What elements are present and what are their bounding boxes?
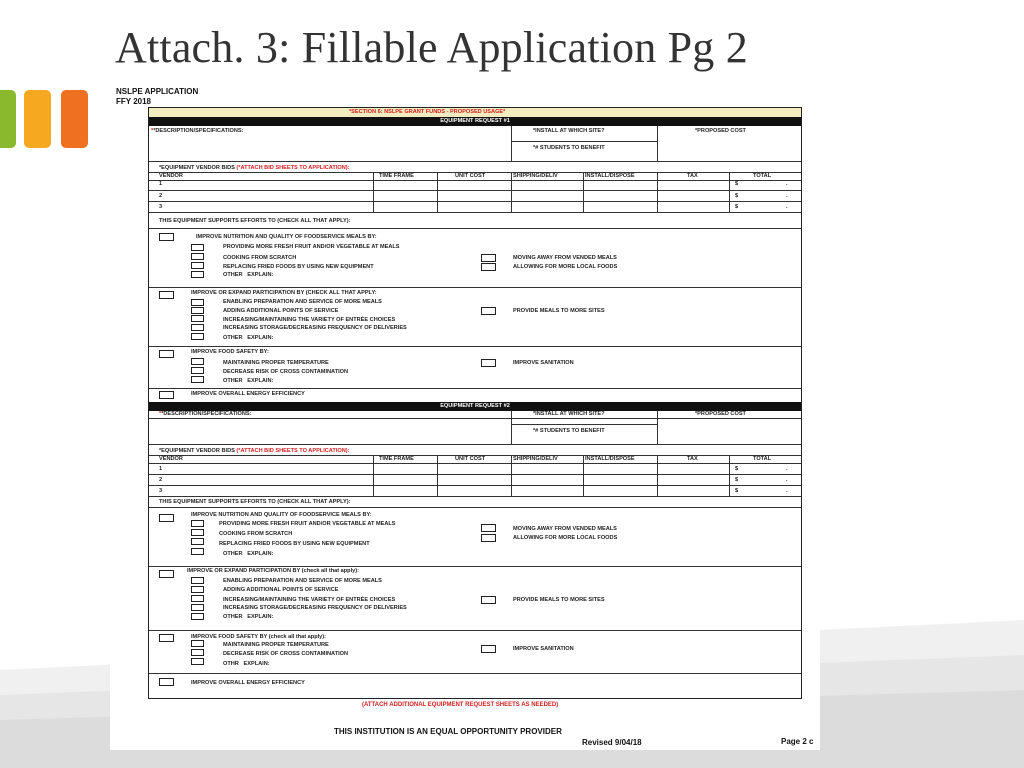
r2-energy-checkbox[interactable] bbox=[159, 678, 174, 686]
page-number: Page 2 c bbox=[781, 737, 814, 746]
r2-p-item1-checkbox[interactable] bbox=[191, 577, 204, 584]
r2-sanitation-label: IMPROVE SANITATION bbox=[513, 646, 574, 652]
attach-note: (ATTACH ADDITIONAL EQUIPMENT REQUEST SHEETS AS NEEDED) bbox=[362, 702, 559, 708]
revised-date: Revised 9/04/18 bbox=[582, 738, 642, 747]
r1-total-1: $ bbox=[735, 181, 739, 187]
r1-n-item3: REPLACING FRIED FOODS BY USING NEW EQUIPMENT bbox=[223, 264, 374, 270]
r1-n-item2-checkbox[interactable] bbox=[191, 253, 204, 260]
r1-total-2: $ bbox=[735, 193, 739, 199]
r2-col-time: TIME FRAME bbox=[379, 456, 414, 462]
r2-n-item1: PROVIDING MORE FRESH FRUIT AND/OR VEGETABLE AT MEALS bbox=[219, 521, 396, 527]
r1-cost-label: *PROPOSED COST bbox=[695, 128, 746, 134]
r2-col-unit: UNIT COST bbox=[455, 456, 486, 462]
r2-n-other: OTHER EXPLAIN: bbox=[223, 551, 274, 557]
r1-vended-label: MOVING AWAY FROM VENDED MEALS bbox=[513, 255, 617, 261]
r1-p-item4-checkbox[interactable] bbox=[191, 324, 204, 331]
r1-students-label: *# STUDENTS TO BENEFIT bbox=[533, 145, 605, 151]
r1-col-install: INSTALL/DISPOSE bbox=[585, 173, 635, 179]
r1-more-sites-label: PROVIDE MEALS TO MORE SITES bbox=[513, 308, 605, 314]
r1-row-1: 1 bbox=[159, 181, 163, 187]
r2-more-sites-label: PROVIDE MEALS TO MORE SITES bbox=[513, 597, 605, 603]
r2-supports-label: THIS EQUIPMENT SUPPORTS EFFORTS TO (CHECK ALL THAT APPLY): bbox=[159, 499, 351, 505]
r2-col-vendor: VENDOR bbox=[159, 456, 183, 462]
r2-total-1: $ bbox=[735, 466, 739, 472]
r2-row-1: 1 bbox=[159, 466, 163, 472]
r1-description-label: **DESCRIPTION/SPECIFICATIONS: bbox=[151, 128, 244, 134]
r2-row-3: 3 bbox=[159, 488, 163, 494]
r2-col-tax: TAX bbox=[687, 456, 698, 462]
r1-sanitation-label: IMPROVE SANITATION bbox=[513, 360, 574, 366]
r1-s-item2: DECREASE RISK OF CROSS CONTAMINATION bbox=[223, 369, 349, 375]
r1-s-item2-checkbox[interactable] bbox=[191, 367, 204, 374]
r1-sanitation-checkbox[interactable] bbox=[481, 359, 496, 367]
r2-n-item2-checkbox[interactable] bbox=[191, 529, 204, 536]
r2-students-label: *# STUDENTS TO BENEFIT bbox=[533, 428, 605, 434]
r1-p-item3-checkbox[interactable] bbox=[191, 315, 204, 322]
r1-row-2: 2 bbox=[159, 193, 163, 199]
r1-col-tax: TAX bbox=[687, 173, 698, 179]
r1-p-item4: INCREASING STORAGE/DECREASING FREQUENCY OF DELIVERIES bbox=[223, 325, 407, 331]
r1-p-item1-checkbox[interactable] bbox=[191, 299, 204, 306]
r1-bids-label: *EQUIPMENT VENDOR BIDS (*ATTACH BID SHEETS TO APPLICATION): bbox=[159, 165, 350, 171]
r1-nutrition-checkbox[interactable] bbox=[159, 233, 174, 241]
r1-more-sites-checkbox[interactable] bbox=[481, 307, 496, 315]
doc-header-title: NSLPE APPLICATION bbox=[116, 87, 199, 96]
r2-local-checkbox[interactable] bbox=[481, 534, 496, 542]
r1-safety-label: IMPROVE FOOD SAFETY BY: bbox=[191, 349, 269, 355]
request-2-banner: EQUIPMENT REQUEST #2 bbox=[149, 402, 801, 411]
r1-n-other-checkbox[interactable] bbox=[191, 271, 204, 278]
r2-total-3: $ bbox=[735, 488, 739, 494]
r2-p-item3-checkbox[interactable] bbox=[191, 595, 204, 602]
r2-description-label: **DESCRIPTION/SPECIFICATIONS: bbox=[159, 411, 252, 417]
r2-p-other-checkbox[interactable] bbox=[191, 613, 204, 620]
equal-opportunity-statement: THIS INSTITUTION IS AN EQUAL OPPORTUNITY PROVIDER bbox=[334, 727, 562, 736]
r1-s-other: OTHER EXPLAIN: bbox=[223, 378, 274, 384]
r2-s-item2: DECREASE RISK OF CROSS CONTAMINATION bbox=[223, 651, 349, 657]
r2-col-install: INSTALL/DISPOSE bbox=[585, 456, 635, 462]
accent-bar-yellow bbox=[24, 90, 51, 148]
r1-p-item2-checkbox[interactable] bbox=[191, 307, 204, 314]
r2-col-total: TOTAL bbox=[753, 456, 772, 462]
r2-vended-checkbox[interactable] bbox=[481, 524, 496, 532]
r1-p-other: OTHER EXPLAIN: bbox=[223, 335, 274, 341]
application-form: *SECTION 6: NSLPE GRANT FUNDS - PROPOSED USAGE* EQUIPMENT REQUEST #1 **DESCRIPTION/SPECIFICATIONS: *INSTALL AT WHICH SITE? *PROPOSED COST *# STUDENTS TO BENEFIT *EQUIPMENT VENDOR BIDS (*ATTACH BID SHEETS TO APPLICATION): VENDOR TIME FRAME UNIT COST SHIPPING/DELIV INSTALL/DISPOSE TAX TOTAL 1 2 3 $ $ $ . . . THIS EQUIPMENT SUPPORTS EFFORTS TO (CHECK ALL THAT APPLY): IMPROVE NUTRITION AND QUALITY OF FOODSERVICE MEALS BY: PROVIDING MORE FRESH FRUIT AND/OR VEGETABLE AT MEALS COOKING FROM SCRATCH REPLACING FRIED FOODS BY USING NEW EQUIPMENT OTHER EXPLAIN: MOVING AWAY FROM VENDED MEALS ALLOWING FOR MORE LOCAL FOODS IMPROVE OR EXPAND PARTICIPATION BY (CHECK ALL THAT APPLY: ENABLING PREPARATION AND SERVICE OF MORE MEALS ADDING ADDITIONAL POINTS OF SERVICE INCREASING/MAINTAINING THE VARIETY OF ENTRÉE CHOICES INCREASING STORAGE/DECREASING FREQUENCY OF DELIVERIES OTHER EXPLAIN: PROVIDE MEALS TO MORE SITES IMPROVE FOOD SAFETY BY: MAINTAINING PROPER TEMPERATURE DECREASE RISK OF CROSS CONTAMINATION OTHER EXPLAIN: IMPROVE SANITATION IMPROVE OVERALL ENERGY EFFICIENCY EQUIPMENT REQUEST #2 **DESCRIPTION/SPECIFICATIONS: *INSTALL AT WHICH SITE? *PROPOSED COST *# STUDENTS TO BENEFIT *EQUIPMENT VENDOR BIDS (*ATTACH BID SHEETS TO APPLICATION): VENDOR TIME FRAME UNIT COST SHIPPING/DELIV INSTALL/DISPOSE TAX TOTAL 1 2 3 $ $ $ . . . THIS EQUIPMENT SUPPORTS EFFORTS TO (CHECK ALL THAT APPLY): IMPROVE NUTRITION AND QUALITY OF FOODSERVICE MEALS BY: PROVIDING MORE FRESH FRUIT AND/OR VEGETABLE AT MEALS COOKING FROM SCRATCH REPLACING FRIED FOODS BY USING NEW EQUIPMENT OTHER EXPLAIN: MOVING AWAY FROM VENDED MEALS ALLOWING FOR MORE LOCAL FOODS IMPROVE OR EXPAND PARTICIPATION BY (check all that apply): ENABLING PREPARATION AND SERVICE OF MORE MEALS ADDING ADDITIONAL POINTS OF SERVICE INCREASING/MAINTAINING THE VARIETY OF ENTRÉE CHOICES INCREASING STORAGE/DECREASING FREQUENCY OF DELIVERIES OTHER EXPLAIN: PROVIDE MEALS TO MORE SITES IMPROVE FOOD SAFETY BY (check all that apply): MAINTAINING PROPER TEMPERATURE DECREASE RISK OF CROSS CONTAMINATION OTHR EXPLAIN: IMPROVE SANITATION IMPROVE OVERALL ENERGY EFFICIENCY bbox=[148, 107, 802, 699]
r1-n-other: OTHER EXPLAIN: bbox=[223, 272, 274, 278]
r1-nutrition-label: IMPROVE NUTRITION AND QUALITY OF FOODSERVICE MEALS BY: bbox=[196, 234, 377, 240]
r1-n-item1-checkbox[interactable] bbox=[191, 244, 204, 251]
r2-nutrition-checkbox[interactable] bbox=[159, 514, 174, 522]
r1-install-label: *INSTALL AT WHICH SITE? bbox=[533, 128, 605, 134]
r2-bids-label: *EQUIPMENT VENDOR BIDS (*ATTACH BID SHEETS TO APPLICATION): bbox=[159, 448, 350, 454]
r2-s-other: OTHR EXPLAIN: bbox=[223, 661, 270, 667]
r2-s-item2-checkbox[interactable] bbox=[191, 649, 204, 656]
r1-participation-checkbox[interactable] bbox=[159, 291, 174, 299]
r2-nutrition-label: IMPROVE NUTRITION AND QUALITY OF FOODSERVICE MEALS BY: bbox=[191, 512, 372, 518]
r1-p-item3: INCREASING/MAINTAINING THE VARIETY OF ENTRÉE CHOICES bbox=[223, 317, 396, 323]
r2-p-item1: ENABLING PREPARATION AND SERVICE OF MORE MEALS bbox=[223, 578, 382, 584]
r1-total-3: $ bbox=[735, 204, 739, 210]
r2-p-item2: ADDING ADDITIONAL POINTS OF SERVICE bbox=[223, 587, 339, 593]
accent-bar-green bbox=[0, 90, 16, 148]
r1-vended-checkbox[interactable] bbox=[481, 254, 496, 262]
r2-n-item3-checkbox[interactable] bbox=[191, 538, 204, 545]
r2-local-label: ALLOWING FOR MORE LOCAL FOODS bbox=[513, 535, 618, 541]
r2-safety-checkbox[interactable] bbox=[159, 634, 174, 642]
r1-col-vendor: VENDOR bbox=[159, 173, 183, 179]
r1-safety-checkbox[interactable] bbox=[159, 350, 174, 358]
r1-p-item2: ADDING ADDITIONAL POINTS OF SERVICE bbox=[223, 308, 339, 314]
slide-title: Attach. 3: Fillable Application Pg 2 bbox=[115, 23, 748, 72]
r2-n-item2: COOKING FROM SCRATCH bbox=[219, 531, 293, 537]
r2-p-item4: INCREASING STORAGE/DECREASING FREQUENCY OF DELIVERIES bbox=[223, 605, 407, 611]
r2-p-other: OTHER EXPLAIN: bbox=[223, 614, 274, 620]
r2-vended-label: MOVING AWAY FROM VENDED MEALS bbox=[513, 526, 617, 532]
r2-p-item3: INCREASING/MAINTAINING THE VARIETY OF ENTRÉE CHOICES bbox=[223, 597, 396, 603]
r2-n-item1-checkbox[interactable] bbox=[191, 520, 204, 527]
r1-col-ship: SHIPPING/DELIV bbox=[513, 173, 558, 179]
r1-participation-label: IMPROVE OR EXPAND PARTICIPATION BY (CHECK ALL THAT APPLY: bbox=[191, 290, 377, 296]
r2-cost-label: *PROPOSED COST bbox=[695, 411, 746, 417]
r1-n-item2: COOKING FROM SCRATCH bbox=[223, 255, 297, 261]
r2-col-ship: SHIPPING/DELIV bbox=[513, 456, 558, 462]
r2-total-2: $ bbox=[735, 477, 739, 483]
r2-n-other-checkbox[interactable] bbox=[191, 548, 204, 555]
r1-local-checkbox[interactable] bbox=[481, 263, 496, 271]
r2-more-sites-checkbox[interactable] bbox=[481, 596, 496, 604]
r1-s-other-checkbox[interactable] bbox=[191, 376, 204, 383]
r1-energy-checkbox[interactable] bbox=[159, 391, 174, 399]
r2-p-item2-checkbox[interactable] bbox=[191, 586, 204, 593]
r2-energy-label: IMPROVE OVERALL ENERGY EFFICIENCY bbox=[191, 680, 305, 686]
request-1-banner: EQUIPMENT REQUEST #1 bbox=[149, 117, 801, 126]
r2-n-item3: REPLACING FRIED FOODS BY USING NEW EQUIPMENT bbox=[219, 541, 370, 547]
r1-row-3: 3 bbox=[159, 204, 163, 210]
r1-col-unit: UNIT COST bbox=[455, 173, 486, 179]
r1-local-label: ALLOWING FOR MORE LOCAL FOODS bbox=[513, 264, 618, 270]
r1-col-total: TOTAL bbox=[753, 173, 772, 179]
doc-header-year: FFY 2018 bbox=[116, 97, 151, 106]
r1-supports-label: THIS EQUIPMENT SUPPORTS EFFORTS TO (CHECK ALL THAT APPLY): bbox=[159, 218, 351, 224]
r2-s-item1-checkbox[interactable] bbox=[191, 640, 204, 647]
r1-n-item1: PROVIDING MORE FRESH FRUIT AND/OR VEGETABLE AT MEALS bbox=[223, 244, 400, 250]
r1-p-item1: ENABLING PREPARATION AND SERVICE OF MORE MEALS bbox=[223, 299, 382, 305]
r1-energy-label: IMPROVE OVERALL ENERGY EFFICIENCY bbox=[191, 391, 305, 397]
accent-bar-orange bbox=[61, 90, 88, 148]
r2-row-2: 2 bbox=[159, 477, 163, 483]
r1-s-item1: MAINTAINING PROPER TEMPERATURE bbox=[223, 360, 329, 366]
section-title: *SECTION 6: NSLPE GRANT FUNDS - PROPOSED USAGE* bbox=[349, 109, 506, 115]
r1-n-item3-checkbox[interactable] bbox=[191, 262, 204, 269]
r2-install-label: *INSTALL AT WHICH SITE? bbox=[533, 411, 605, 417]
r1-p-other-checkbox[interactable] bbox=[191, 333, 204, 340]
r1-col-time: TIME FRAME bbox=[379, 173, 414, 179]
r2-participation-checkbox[interactable] bbox=[159, 570, 174, 578]
r2-s-item1: MAINTAINING PROPER TEMPERATURE bbox=[223, 642, 329, 648]
r2-participation-label: IMPROVE OR EXPAND PARTICIPATION BY (check all that apply): bbox=[187, 568, 359, 574]
r2-s-other-checkbox[interactable] bbox=[191, 658, 204, 665]
r2-p-item4-checkbox[interactable] bbox=[191, 604, 204, 611]
r2-sanitation-checkbox[interactable] bbox=[481, 645, 496, 653]
r2-safety-label: IMPROVE FOOD SAFETY BY (check all that apply): bbox=[191, 634, 327, 640]
r1-s-item1-checkbox[interactable] bbox=[191, 358, 204, 365]
